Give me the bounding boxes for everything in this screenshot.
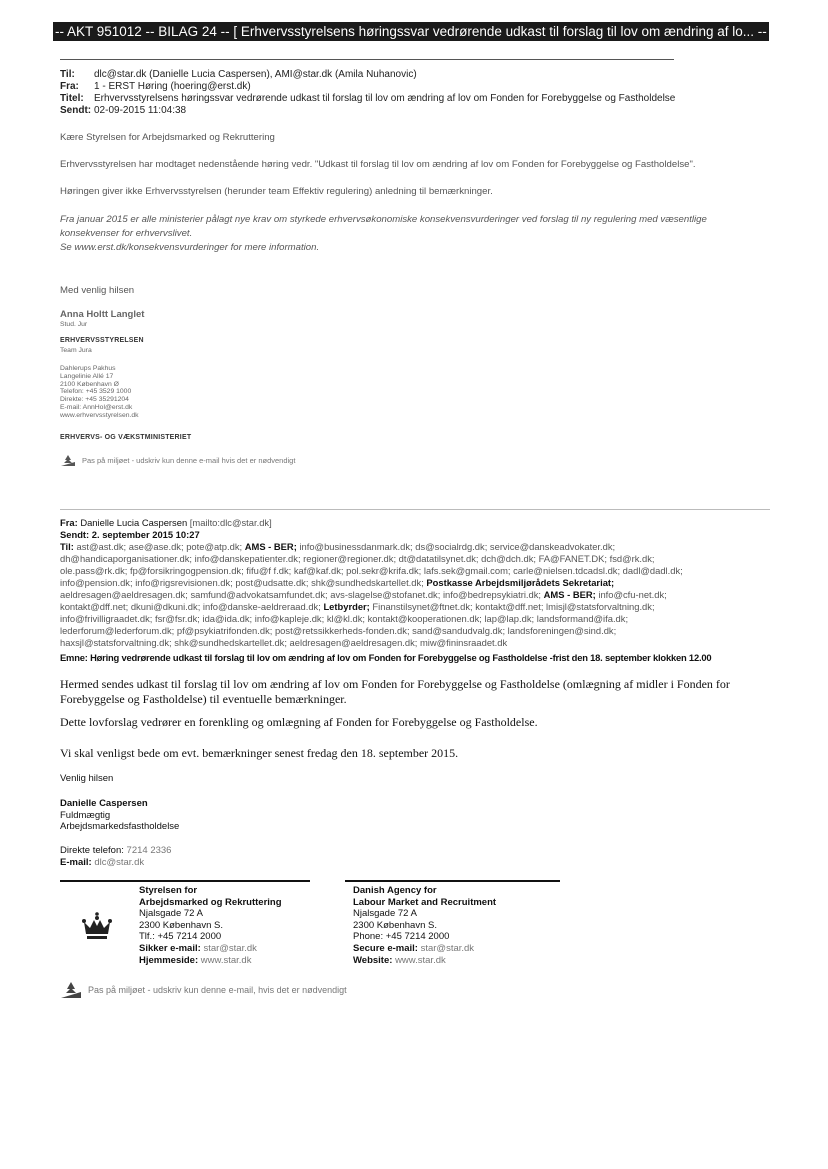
body-paragraph-1: Hermed sendes udkast til forslag til lov om ændring af lov om Fonden for Forebyggelse og Fastholdelse (omlægning af midler i Fonden for Forebyggelse og Fastholdelse) til eventuelle bemærkninger. [60,677,730,706]
forward-subject: Emne: Høring vedrørende udkast til forslag til lov om ændring af lov om Fonden for Forebyggelse og Fastholdelse -frist den 18. september klokken 12.00 [60,652,712,663]
env-note-footer: Pas på miljøet - udskriv kun denne e-mail, hvis det er nødvendigt [60,981,347,999]
body-closing: Venlig hilsen [60,773,114,784]
recycle-tree-icon [60,981,82,999]
signature-role: Stud. Jur [60,321,88,328]
agency-en: Danish Agency for Labour Market and Recruitment Njalsgade 72 A 2300 København S. Phone: +45 7214 2000 Secure e-mail: star@star.dk Website: www.star.dk [353,885,497,966]
logo-ring-text [60,892,134,966]
body-paragraph-3: Vi skal venligst bede om evt. bemærkninger senest fredag den 18. september 2015. [60,746,459,760]
document-banner: -- AKT 951012 -- BILAG 24 -- [ Erhvervsstyrelsens høringssvar vedrørende udkast til forslag til lov om ændring af lo... -- [53,22,769,41]
from-value: 1 - ERST Høring (hoering@erst.dk) [94,81,251,92]
forward-divider [60,509,770,510]
header-divider [60,59,674,60]
env-note-top: Pas på miljøet - udskriv kun denne e-mail hvis det er nødvendigt [60,454,295,467]
title-label: Titel: [60,93,84,104]
footer-rule-left [60,880,310,882]
body-paragraph-2: Dette lovforslag vedrører en forenkling og omlægning af Fonden for Forebyggelse og Fastholdelse. [60,715,538,729]
sender-block: Danielle Caspersen Fuldmægtig Arbejdsmarkedsfastholdelse [60,798,180,833]
greeting: Kære Styrelsen for Arbejdsmarked og Rekruttering [60,132,275,143]
reply-paragraph-1: Erhvervsstyrelsen har modtaget nedenstående høring vedr. "Udkast til forslag til lov om ændring af lov om Fonden for Forebyggelse og Fastholdelse". [60,159,696,170]
sent-value: 02-09-2015 11:04:38 [94,105,187,116]
note-line-1: Fra januar 2015 er alle ministerier pålagt nye krav om styrkede erhvervsøkonomiske konsekvensvurderinger ved forslag til ny regulering med væsentlige [60,214,707,225]
to-row [60,69,417,81]
note-line-3: Se www.erst.dk/konsekvensvurderinger for mere information. [60,242,320,253]
signature-name: Anna Holtt Langlet [60,309,145,320]
signature-org: ERHVERVSSTYRELSEN [60,337,144,344]
to-value: dlc@star.dk (Danielle Lucia Caspersen), AMI@star.dk (Amila Nuhanovic) [94,69,417,80]
reply-paragraph-2: Høringen giver ikke Erhvervsstyrelsen (herunder team Effektiv regulering) anledning til bemærkninger. [60,186,493,197]
reply-closing: Med venlig hilsen [60,285,135,296]
forward-sent: Sendt: 2. september 2015 10:27 [60,529,200,540]
footer-rule-right [345,880,560,882]
sent-label: Sendt: [60,105,92,116]
from-label: Fra: [60,81,79,92]
signature-ministry: ERHVERVS- OG VÆKSTMINISTERIET [60,434,192,441]
agency-dk: Styrelsen for Arbejdsmarked og Rekruttering Njalsgade 72 A 2300 København S. Tlf.: +45 7214 2000 Sikker e-mail: star@star.dk Hjemmeside: www.star.dk [139,885,282,966]
from-row [60,81,251,93]
forward-from: Fra: Danielle Lucia Caspersen [mailto:dlc@star.dk] [60,517,272,528]
note-line-2: konsekvenser for erhvervslivet. [60,228,193,239]
signature-team: Team Jura [60,347,92,354]
recycle-tree-icon [60,454,76,467]
agency-logo [60,892,134,966]
title-row [60,93,675,105]
title-value: Erhvervsstyrelsens høringssvar vedrørende udkast til forslag til lov om ændring af lov om Fonden for Forebyggelse og Fastholdelse [94,93,676,104]
to-label: Til: [60,69,75,80]
signature-address: Dahlerups Pakhus Langelinie Allé 17 2100 København Ø Telefon: +45 3529 1000 Direkte: +45 35291204 E-mail: AnnHol@erst.dk www.erhvervsstyrelsen.dk [60,365,139,419]
forward-recipients: Til: ast@ast.dk; ase@ase.dk; pote@atp.dk; AMS - BER; info@businessdanmark.dk; ds@socialrdg.dk; service@danskeadvokater.dk; dh@handicaporganisationer.dk; info@danskepatienter.dk; regioner@regioner.dk; dt@datatilsynet.dk; dch@dch.dk; FA@FANET.DK; fsd@rk.dk; ole.pass@rk.dk; fp@forsikringogpension.dk; fifu@f f.dk; kaf@kaf.dk; pol.sekr@krifa.dk; lafs.sek@gmail.com; carle@nielsen.tdcadsl.dk; dadl@dadl.dk; info@pension.dk; info@rigsrevisionen.dk; post@udsatte.dk; shk@sundhedskartellet.dk; Postkasse Arbejdsmiljørådets Sekretariat; aeldresagen@aeldresagen.dk; samfund@advokatsamfundet.dk; avs-slagelse@stofanet.dk; info@bedrepsykiatri.dk; AMS - BER; info@cfu-net.dk; kontakt@dff.net; dkuni@dkuni.dk; info@danske-aeldreraad.dk; Letbyrder; Finanstilsynet@ftnet.dk; kontakt@dff.net; lmisjl@statsforvaltning.dk; info@frivilligraadet.dk; fsr@fsr.dk; ida@ida.dk; info@kapleje.dk; kl@kl.dk; kontakt@kooperationen.dk; lap@lap.dk; landsformand@ifa.dk; lederforum@lederforum.dk; pf@psykiatrifonden.dk; post@retssikkerheds-fonden.dk; sand@sandudvalg.dk; landsforeningen@sind.dk; haxsjl@statsforvaltning.dk; shk@sundhedskartellet.dk; aeldresagen@aeldresagen.dk; miw@fininsraadet.dk [60,541,683,648]
sent-row [60,105,186,117]
contact-block: Direkte telefon: 7214 2336 E-mail: dlc@star.dk [60,845,172,868]
